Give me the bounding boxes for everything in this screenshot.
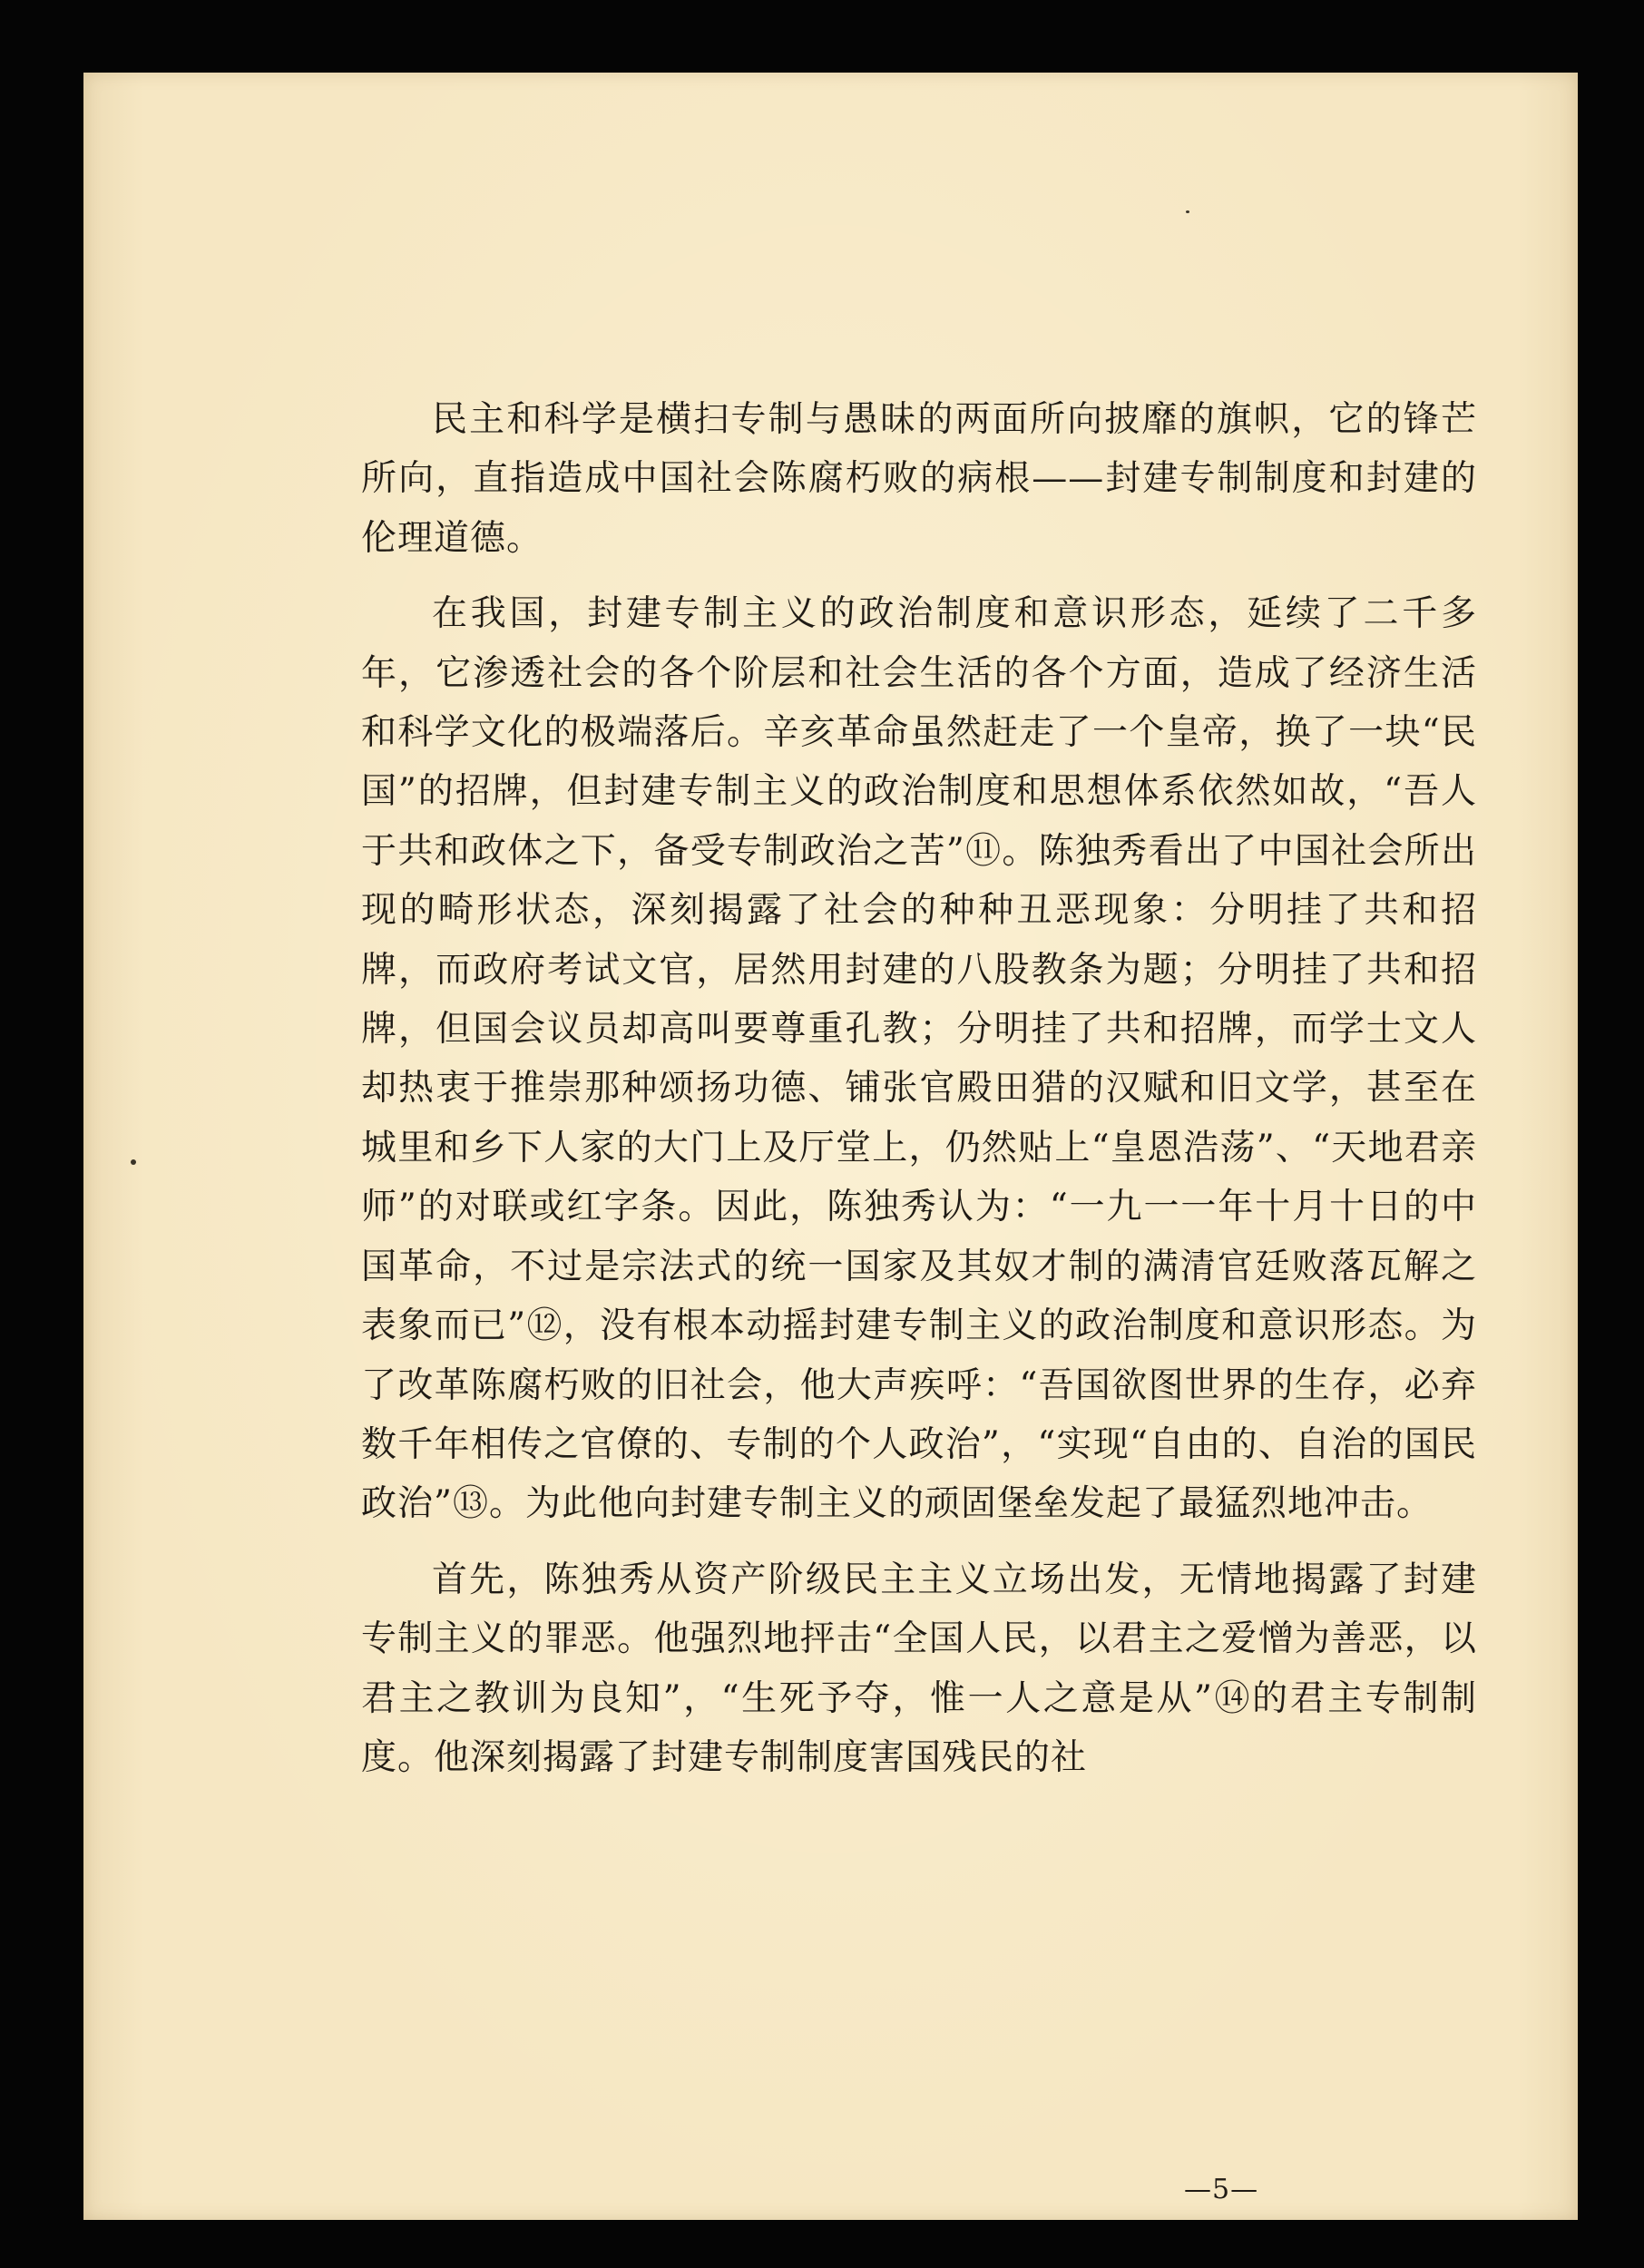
document-page xyxy=(83,73,1578,2220)
body-text xyxy=(361,390,1477,1804)
ink-speck xyxy=(1186,210,1189,213)
ink-speck xyxy=(131,1159,136,1165)
paragraph-1: 民主和科学是横扫专制与愚昧的两面所向披靡的旗帜，它的锋芒所向，直指造成中国社会陈腐朽败的病根——封建专制制度和封建的伦理道德。 xyxy=(361,399,1477,559)
paragraph-2: 在我国，封建专制主义的政治制度和意识形态，延续了二千多年，它渗透社会的各个阶层和社会生活的各个方面，造成了经济生活和科学文化的极端落后。辛亥革命虽然赶走了一个皇帝，换了一块“民国”的招牌，但封建专制主义的政治制度和思想体系依然如故，“吾人于共和政体之下，备受专制政治之苦”⑪。陈独秀看出了中国社会所出现的畸形状态，深刻揭露了社会的种种丑恶现象：分明挂了共和招牌，而政府考试文官，居然用封建的八股教条为题；分明挂了共和招牌，但国会议员却高叫要尊重孔教；分明挂了共和招牌，而学士文人却热衷于推崇那种颂扬功德、铺张官殿田猎的汉赋和旧文学，甚至在城里和乡下人家的大门上及厅堂上，仍然贴上“皇恩浩荡”、“天地君亲师”的对联或红字条。因此，陈独秀认为：“一九一一年十月十日的中国革命，不过是宗法式的统一国家及其奴才制的满清官廷败落瓦解之表象而已”⑫，没有根本动摇封建专制主义的政治制度和意识形态。为了改革陈腐朽败的旧社会，他大声疾呼：“吾国欲图世界的生存，必弃数千年相传之官僚的、专制的个人政治”，“实现“自由的、自治的国民政治”⑬。为此他向封建专制主义的顽固堡垒发起了最猛烈地冲击。 xyxy=(361,593,1477,1525)
paragraph-3: 首先，陈独秀从资产阶级民主主义立场出发，无情地揭露了封建专制主义的罪恶。他强烈地抨击“全国人民，以君主之爱憎为善恶，以君主之教训为良知”，“生死予夺，惟一人之意是从”⑭的君主专制制度。他深刻揭露了封建专制制度害国残民的社 xyxy=(361,1559,1477,1778)
page-number: —5— xyxy=(1184,2174,1259,2205)
